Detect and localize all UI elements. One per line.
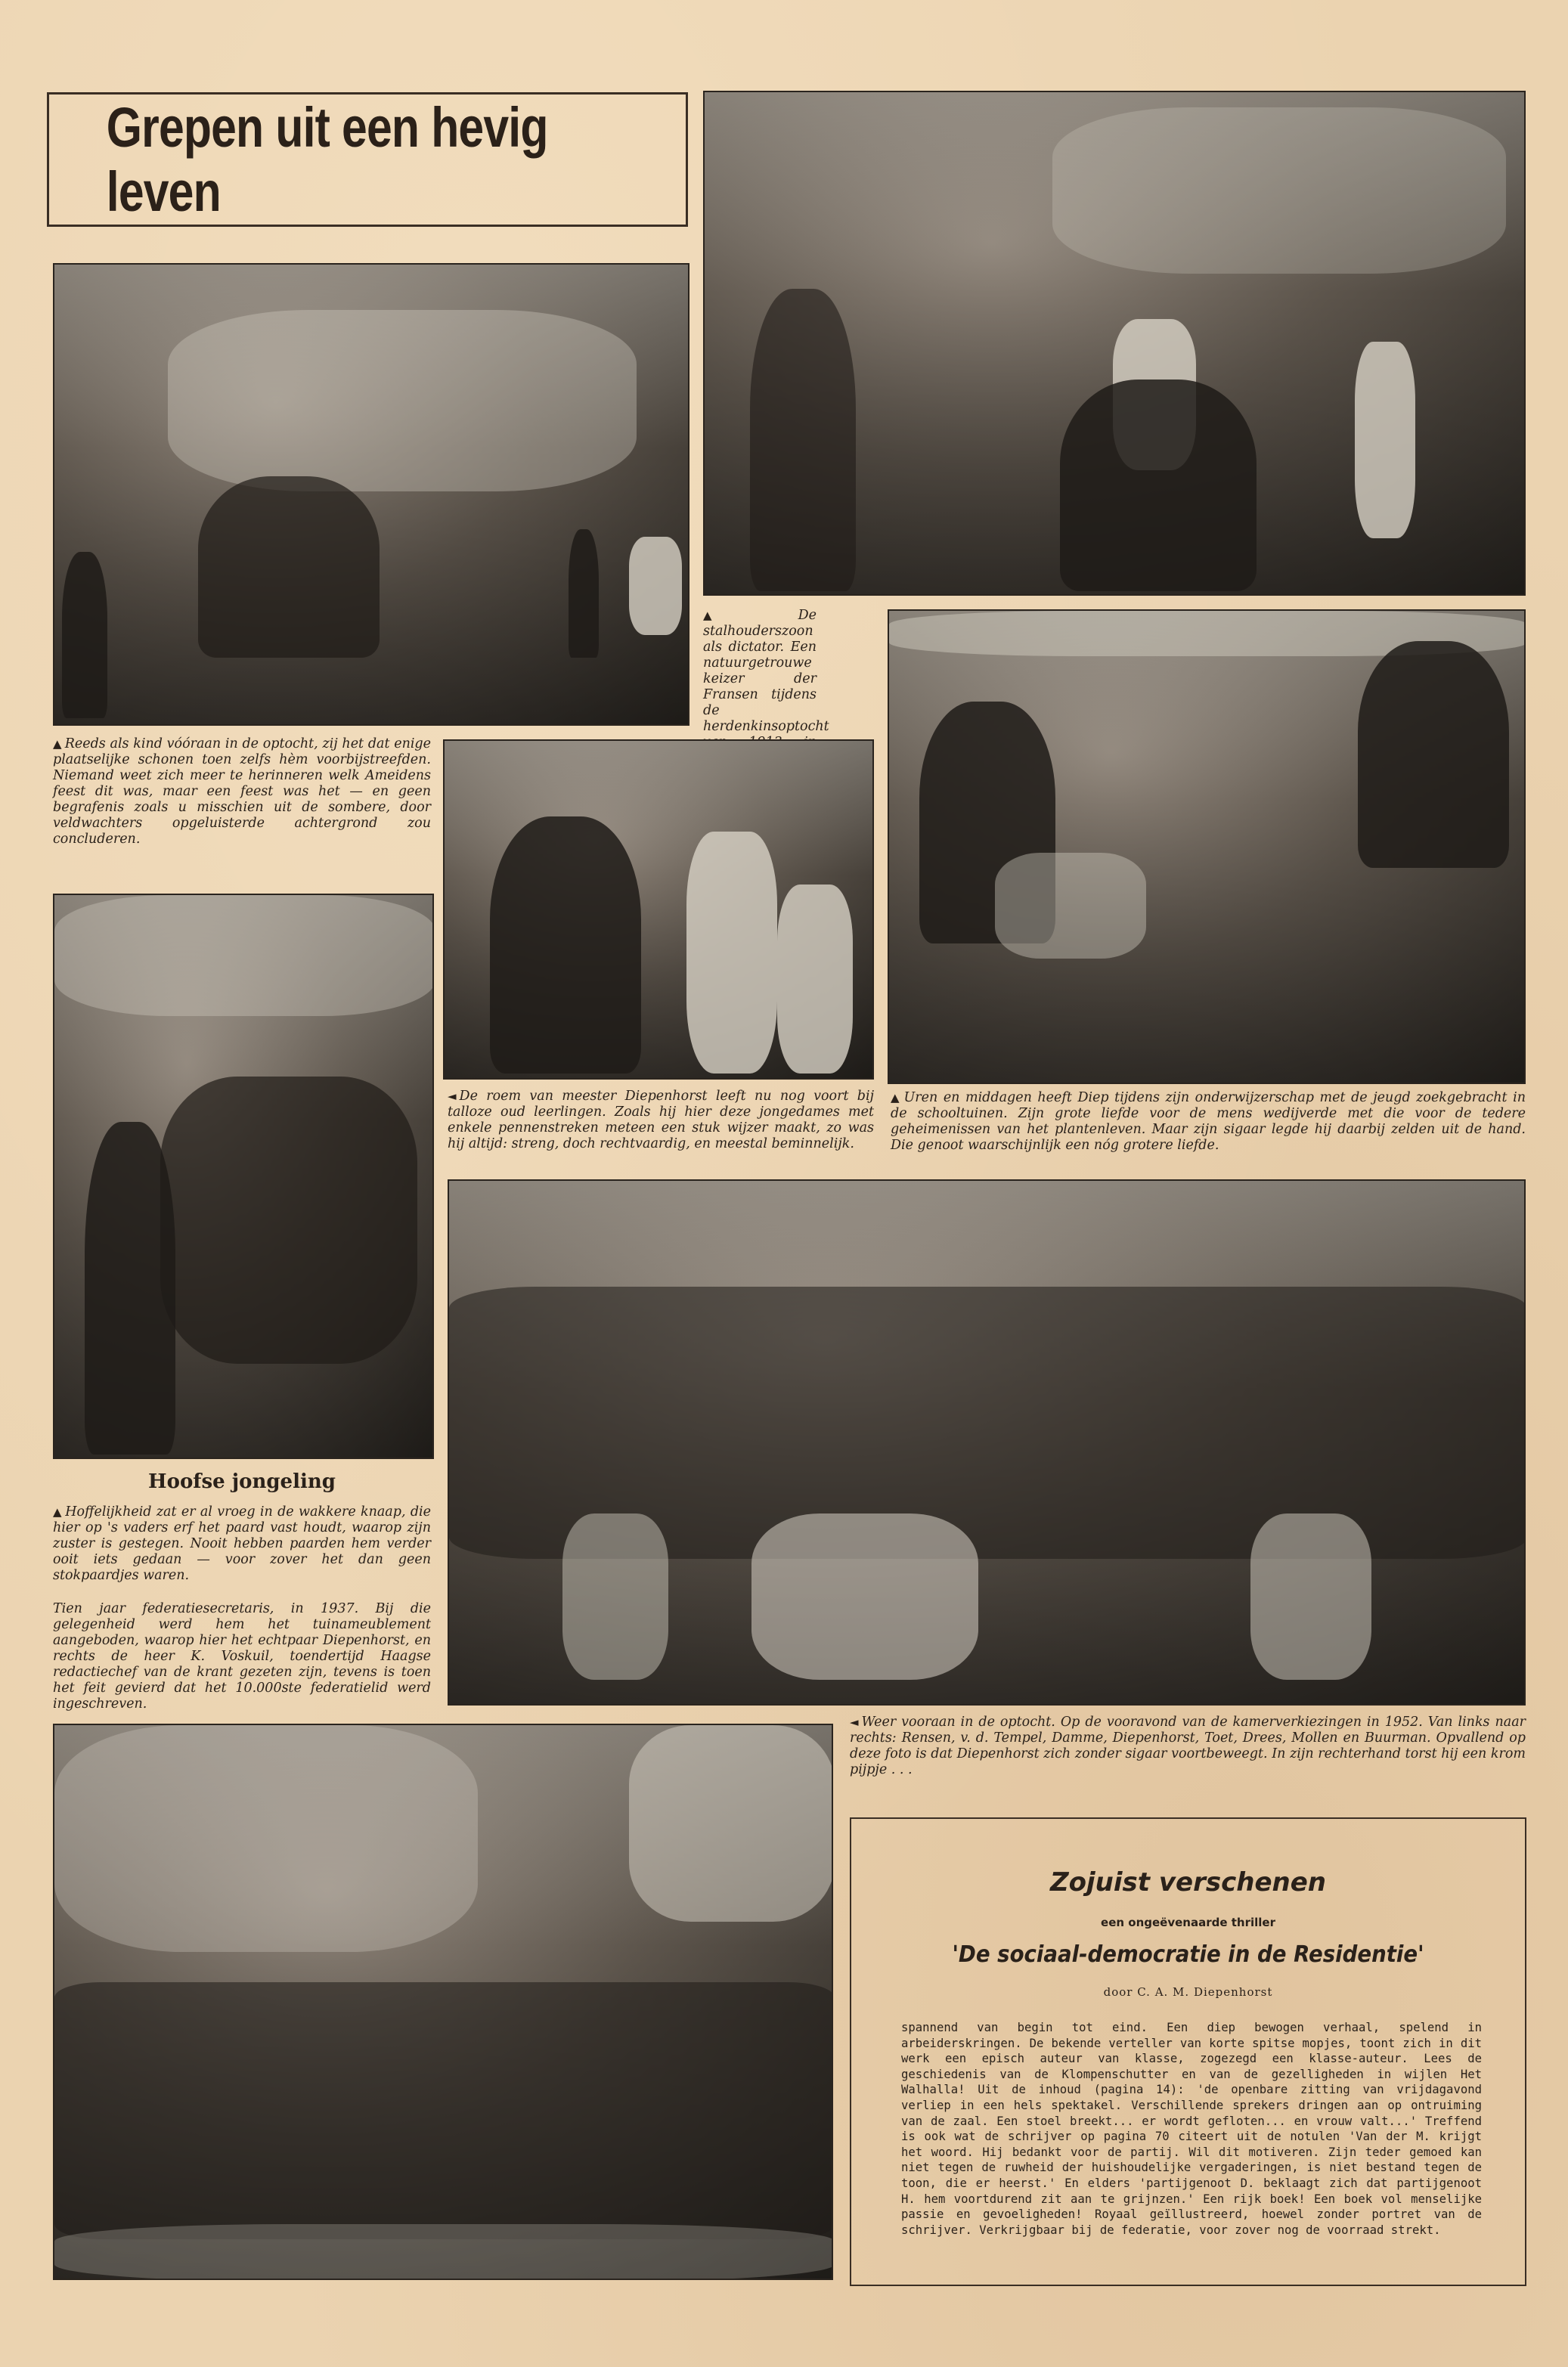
photo-parade-children (53, 263, 689, 726)
arrow-left-icon: ◄ (850, 1715, 859, 1729)
photo-federation-group (448, 1179, 1526, 1706)
headline: Grepen uit een hevig leven (106, 96, 548, 223)
photo-teacher-girls (443, 739, 874, 1080)
ad-body-text: spannend van begin tot eind. Een diep bewogen verhaal, spelend in arbeiderskringen. De bekende verteller van korte spitse mopjes, toont zich in dit werk een episch auteur van klasse, zogezegd een klasse-auteur. Lees de geschiedenis van de Klompenschutter en van de gezelligheden in wijlen Het Walhalla! Uit de inhoud (pagina 14): 'de openbare zitting van vrijdagavond verliep in een hels spektakel. Verschillende sprekers dringen aan op ontruiming van de zaal. Een stoel breekt... er wordt gefloten... en vrouw valt...' Treffend is ook wat de schrijver op pagina 70 citeert uit de notulen 'Van der M. krijgt het woord. Hij bedankt voor de partij. Wil dit motiveren. Zijn teder gemoed kan niet tegen de ruwheid der huishoudelijke vergaderingen, is niet bestand tegen de toon, die er heerst.' En elders 'partijgenoot D. beklaagt zich dat partijgenoot H. hem voortdurend zit aan te grijnzen.' Een rijk boek! Een boek vol menselijke passie en gevoeligheden! Royaal geïllustreerd, hoewel zonder portret van de schrijver. Verkrijgbaar bij de federatie, voor zover nog de voorraad strekt. (901, 2021, 1482, 2237)
subhead-jongeling: Hoofse jongeling (148, 1470, 336, 1493)
photo-school-garden (888, 609, 1526, 1084)
caption-federatie: Tien jaar federatiesecretaris, in 1937. Bij die gelegenheid werd hem het tuinameublement aangeboden, waarop hier het echtpaar Diepenhorst, en rechts de heer K. Voskuil, toendertijd Haagse redactiechef van de krant gezeten zijn, tevens is toen het feit gevierd dat het 10.000ste federatielid werd ingeschreven. (53, 1601, 431, 1712)
headline-box (47, 92, 688, 227)
ad-author: door C. A. M. Diepenhorst (1103, 1985, 1273, 1999)
advertisement-box (850, 1817, 1526, 2286)
photo-emperor-horse (703, 91, 1526, 596)
arrow-left-icon: ◄ (448, 1089, 457, 1103)
ad-book-title: 'De sociaal-democratie in de Residentie' (952, 1941, 1424, 1968)
arrow-up-icon: ▲ (53, 737, 62, 751)
caption-jongeling: ▲ Hoffelijkheid zat er al vroeg in de wakkere knaap, die hier op 's vaders erf het paard vast houdt, waarop zijn zuster is gestegen. Nooit hebben paarden hem verder ooit iets gedaan — voor zover het dan geen stokpaardjes waren. (53, 1504, 431, 1583)
photo-boy-horse (53, 894, 434, 1459)
caption-kind: ▲ Reeds als kind vóóraan in de optocht, zij het dat enige plaatselijke schonen toen zelfs hèm voorbijstreefden. Niemand weet zich meer te herinneren welk Ameidens feest dit was, maar een feest was het — en geen begrafenis zoals u misschien uit de sombere, door veldwachters opgeluisterde achtergrond zou concluderen. (53, 736, 431, 847)
arrow-up-icon: ▲ (53, 1505, 63, 1519)
caption-optocht: ◄ Weer vooraan in de optocht. Op de vooravond van de kamerverkiezingen in 1952. Van links naar rechts: Rensen, v. d. Tempel, Damme, Diepenhorst, Toet, Drees, Mollen en Buurman. Opvallend op deze foto is dat Diepenhorst zich zonder sigaar voortbeweegt. In zijn rechterhand torst hij een krom pijpje . . . (850, 1715, 1526, 1777)
arrow-up-icon: ▲ (703, 609, 795, 622)
ad-subheading: een ongeëvenaarde thriller (1101, 1916, 1275, 1929)
caption-meester: ◄ De roem van meester Diepenhorst leeft nu nog voort bij talloze oud leerlingen. Zoals hij hier deze jongedames met enkele pennenstreken meteen een stuk wijzer maakt, zo was hij altijd: streng, doch rechtvaardig, en meestal beminnelijk. (448, 1089, 874, 1151)
ad-heading: Zojuist verschenen (1050, 1867, 1326, 1898)
caption-tuin: ▲ Uren en middagen heeft Diep tijdens zijn onderwijzerschap met de jeugd zoekgebracht in de schooltuinen. Zijn grote liefde voor de mens wedijverde met die voor de tedere geheimenissen van het plantenleven. Maar zijn sigaar legde hij daarbij zelden uit de hand. Die genoot waarschijnlijk een nóg grotere liefde. (891, 1090, 1526, 1153)
arrow-up-icon: ▲ (891, 1091, 901, 1104)
caption-stalhouder: ▲ De stalhouderszoon als dictator. Een natuurgetrouwe keizer der Fransen tijdens de herdenkinsoptocht (703, 608, 829, 734)
photo-street-march (53, 1724, 833, 2280)
